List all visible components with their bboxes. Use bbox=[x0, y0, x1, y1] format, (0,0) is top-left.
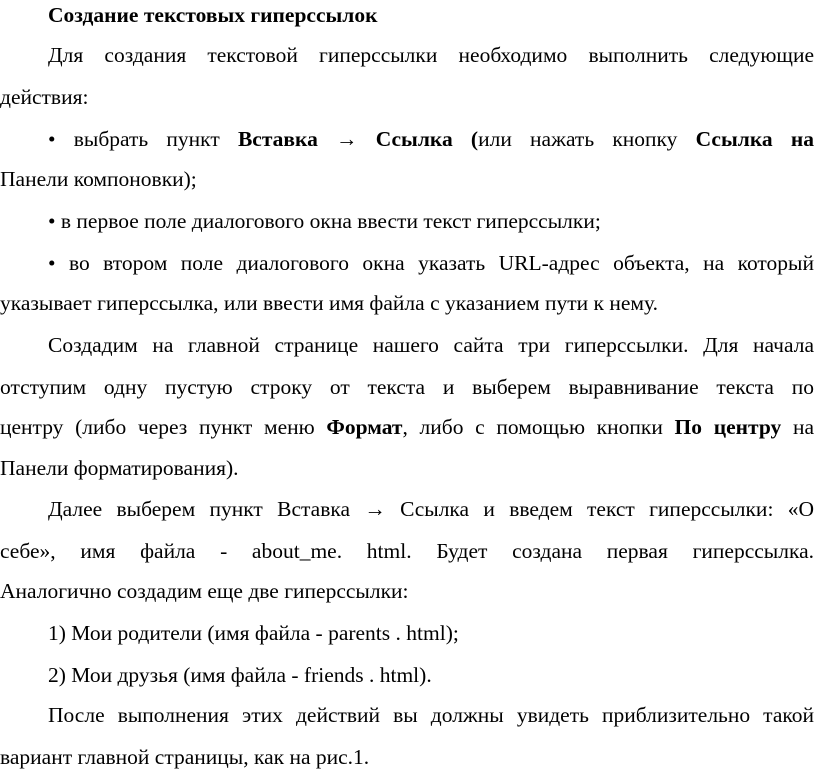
closing-paragraph-line-1: После выполнения этих действий вы должны увидеть приблизительно такой bbox=[48, 703, 814, 727]
paragraph-create-links-line-2: отступим одну пустую строку от текста и выберем выравнивание текста по bbox=[0, 375, 814, 399]
bullet-first-field: • в первое поле диалогового окна ввести текст гиперссылки; bbox=[48, 209, 601, 233]
list-item: 2) Мои друзья (имя файла - friends . html). bbox=[48, 663, 432, 687]
button-name-center: По центру bbox=[674, 415, 782, 439]
paragraph-next-steps-line-1: Далее выберем пункт Вставка → Ссылка и введем текст гиперссылки: «О bbox=[48, 497, 814, 521]
paragraph-next-steps-line-2: себе», имя файла - about_me. html. Будет создана первая гиперссылка. bbox=[0, 539, 814, 563]
bullet-insert-link-line-2: Панели компоновки); bbox=[0, 167, 197, 191]
bullet-second-field-line-1: • во втором поле диалогового окна указать URL-адрес объекта, на который bbox=[48, 251, 814, 275]
paragraph-create-links-line-1: Создадим на главной странице нашего сайта три гиперссылки. Для начала bbox=[48, 333, 814, 357]
paragraph-text: , либо с помощью кнопки bbox=[402, 415, 675, 439]
intro-paragraph-line-1: Для создания текстовой гиперссылки необходимо выполнить следующие bbox=[48, 43, 814, 67]
bullet-insert-link-line-1 bbox=[48, 124, 814, 154]
section-heading: Создание текстовых гиперссылок bbox=[48, 3, 378, 27]
paragraph-text: центру (либо через пункт меню bbox=[0, 415, 327, 439]
list-item: 1) Мои родители (имя файла - parents . html); bbox=[48, 621, 459, 645]
menu-name-format: Формат bbox=[326, 415, 403, 439]
bullet-second-field-line-2: указывает гиперссылка, или ввести имя файла с указанием пути к нему. bbox=[0, 291, 658, 315]
closing-paragraph-line-2: вариант главной страницы, как на рис.1. bbox=[0, 745, 370, 769]
bullet-text: или нажать кнопку bbox=[478, 127, 696, 151]
bullet-text: • выбрать пункт bbox=[48, 127, 238, 151]
paragraph-create-links-line-3 bbox=[0, 412, 814, 442]
paragraph-text: на bbox=[781, 415, 814, 439]
button-name-link: Ссылка на bbox=[695, 127, 814, 151]
menu-path-insert-link: Вставка → Ссылка ( bbox=[237, 127, 479, 151]
intro-paragraph-line-2: действия: bbox=[0, 85, 89, 109]
paragraph-next-steps-line-3: Аналогично создадим еще две гиперссылки: bbox=[0, 579, 409, 603]
paragraph-create-links-line-4: Панели форматирования). bbox=[0, 456, 239, 480]
